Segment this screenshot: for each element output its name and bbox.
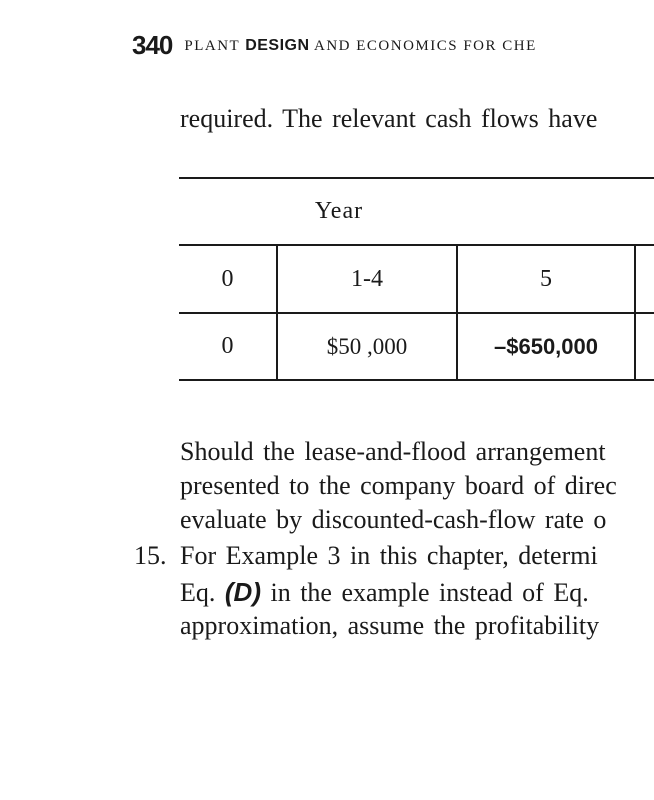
problem-line: approximation, assume the profitability: [180, 611, 600, 640]
equation-reference: (D): [224, 577, 261, 607]
table-cell-value: 0: [179, 313, 277, 380]
running-title-part1: PLANT: [184, 38, 240, 54]
running-title-bold: DESIGN: [245, 37, 310, 54]
table-cell-empty: [635, 245, 654, 313]
table-row-values: [179, 313, 654, 380]
problem-line-pre: Eq.: [180, 578, 216, 607]
intro-line: required. The relevant cash flows have: [180, 104, 598, 133]
problem-line: For Example 3 in this chapter, determi: [180, 541, 598, 570]
table-cell-year: 5: [457, 245, 635, 313]
paragraph-line: evaluate by discounted-cash-flow rate o: [180, 505, 607, 534]
problem-line: [180, 577, 589, 608]
table-cell-year: 0: [179, 245, 277, 313]
table-cell-year: 1-4: [277, 245, 457, 313]
table-cell-value: –$650,000: [457, 313, 635, 380]
running-head: [132, 30, 537, 61]
page-number: 340: [132, 30, 173, 60]
paragraph-line: presented to the company board of direc: [180, 471, 617, 500]
problem-number: 15.: [134, 541, 167, 570]
cash-flow-table: [179, 177, 654, 381]
table-cell-value: $50 ,000: [277, 313, 457, 380]
table-header-row: [179, 178, 654, 245]
paragraph-line: Should the lease-and-flood arrangement: [180, 437, 606, 466]
year-header: Year: [179, 178, 654, 245]
running-title: [184, 38, 536, 54]
table-row-years: [179, 245, 654, 313]
running-title-part2: AND ECONOMICS FOR CHE: [313, 38, 537, 54]
table-cell-empty: [635, 313, 654, 380]
problem-line-post: in the example instead of Eq.: [270, 578, 589, 607]
